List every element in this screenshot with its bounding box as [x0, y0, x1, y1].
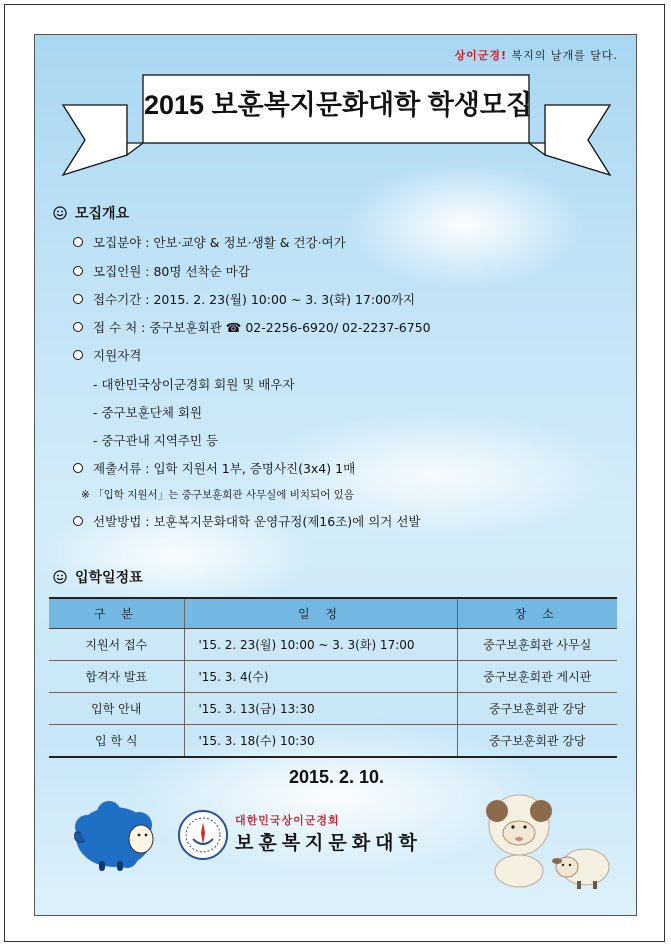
overview-item-quota: 모집인원 : 80명 선착순 마감	[73, 262, 250, 280]
smiley-icon	[53, 570, 67, 584]
table-cell: '15. 3. 18(수) 10:30	[184, 725, 457, 758]
item-label: 모집인원	[93, 264, 142, 279]
bullet-icon	[73, 350, 83, 360]
qualification-2: - 중구보훈단체 회원	[93, 405, 203, 420]
item-value: 80명 선착순 마감	[153, 264, 250, 279]
overview-item-field: 모집분야 : 안보·교양 & 정보·생활 & 건강·여가	[73, 233, 346, 251]
organization-emblem	[175, 807, 231, 863]
table-header-row	[49, 598, 617, 629]
column-header: 일 정	[184, 598, 457, 629]
qualification-3: - 중구관내 지역주민 등	[93, 433, 219, 448]
table-cell: 중구보훈회관 강당	[457, 725, 617, 758]
overview-item-selection: 선발방법 : 보훈복지문화대학 운영규정(제16조)에 의거 선발	[73, 512, 421, 530]
item-label: 제출서류	[93, 461, 142, 476]
table-row	[49, 661, 617, 693]
documents-note: ※ 「입학 지원서」는 중구보훈회관 사무실에 비치되어 있음	[81, 489, 354, 501]
item-label: 접수기간	[93, 292, 142, 307]
overview-item-period: 접수기간 : 2015. 2. 23(월) 10:00 ~ 3. 3(화) 17:00까지	[73, 290, 415, 308]
table-cell: 중구보훈회관 게시판	[457, 661, 617, 693]
logo-org-name: 대한민국상이군경회	[235, 814, 340, 827]
table-cell: 중구보훈회관 강당	[457, 693, 617, 725]
section-title: 입학일정표	[75, 570, 143, 586]
table-cell: '15. 2. 23(월) 10:00 ~ 3. 3(화) 17:00	[184, 629, 457, 661]
slogan-highlight: 상이군경!	[454, 49, 507, 62]
table-cell: 지원서 접수	[49, 629, 184, 661]
item-value: 중구보훈회관 ☎ 02-2256-6920/ 02-2237-6750	[149, 320, 431, 335]
item-label: 접 수 처	[93, 320, 138, 335]
bullet-icon	[73, 463, 83, 473]
bullet-icon	[73, 516, 83, 526]
section-schedule-heading	[53, 567, 143, 587]
column-header: 장 소	[457, 598, 617, 629]
item-label: 모집분야	[93, 235, 142, 250]
schedule-table	[49, 597, 617, 758]
item-label: 선발방법	[93, 514, 142, 529]
white-sheep-illustration	[483, 787, 633, 897]
column-header: 구 분	[49, 598, 184, 629]
bullet-icon	[73, 322, 83, 332]
slogan-text: 복지의 날개를 달다.	[511, 49, 618, 62]
section-title: 모집개요	[75, 206, 130, 222]
blue-sheep-illustration	[69, 795, 159, 875]
page-title: 2015 보훈복지문화대학 학생모집	[143, 90, 533, 120]
item-value: 보훈복지문화대학 운영규정(제16조)에 의거 선발	[153, 514, 421, 529]
poster	[34, 34, 637, 916]
overview-item-documents: 제출서류 : 입학 지원서 1부, 증명사진(3x4) 1매	[73, 459, 355, 477]
table-cell: 입학 안내	[49, 693, 184, 725]
item-value: 안보·교양 & 정보·생활 & 건강·여가	[153, 235, 346, 250]
table-row	[49, 725, 617, 758]
issue-date: 2015. 2. 10.	[288, 767, 385, 787]
overview-item-place: 접 수 처 : 중구보훈회관 ☎ 02-2256-6920/ 02-2237-6750	[73, 318, 431, 336]
bullet-icon	[73, 266, 83, 276]
table-cell: '15. 3. 13(금) 13:30	[184, 693, 457, 725]
item-label: 지원자격	[93, 348, 142, 363]
bullet-icon	[73, 237, 83, 247]
table-cell: '15. 3. 4(수)	[184, 661, 457, 693]
table-cell: 합격자 발표	[49, 661, 184, 693]
overview-item-qualification	[73, 346, 141, 364]
smiley-icon	[53, 206, 67, 220]
item-value: 입학 지원서 1부, 증명사진(3x4) 1매	[153, 461, 356, 476]
item-value: 2015. 2. 23(월) 10:00 ~ 3. 3(화) 17:00까지	[153, 292, 416, 307]
section-overview-heading	[53, 203, 129, 223]
table-cell: 중구보훈회관 사무실	[457, 629, 617, 661]
table-row	[49, 693, 617, 725]
table-row	[49, 629, 617, 661]
qualification-1: - 대한민국상이군경회 회원 및 배우자	[93, 377, 295, 392]
bullet-icon	[73, 294, 83, 304]
logo-college-name: 보훈복지문화대학	[235, 832, 422, 854]
table-cell: 입 학 식	[49, 725, 184, 758]
